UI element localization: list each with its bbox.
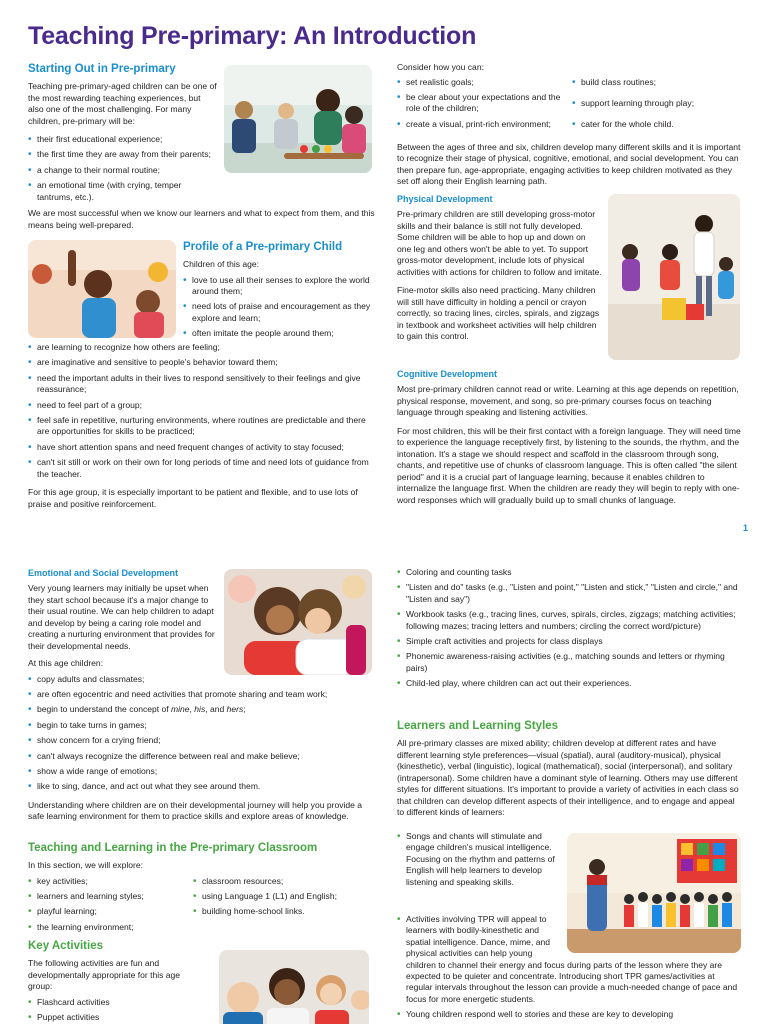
list-item: • like to sing, dance, and act out what they see around them. bbox=[28, 781, 373, 792]
physical-section bbox=[397, 192, 602, 350]
cognitive-p2: For most children, this will be their first contact with a foreign language. They will need time to experience the language receptively first, by listening to the sounds, the rhythm, and the intonation. It's a stage we should respect and scaffold in the classroom through song, chants, and repetitive use of chunks of classroom language. This is often called "the silent period" and it is a crucial part of language learning, because it enables children to internalize the language first. When the children are ready they will begin to reply with one-word responses which will gradually build up to small chunks of language. bbox=[397, 425, 741, 505]
list-item: • their first educational experience; bbox=[28, 134, 218, 145]
list-item: • cater for the whole child. bbox=[572, 119, 742, 130]
list-item: • can't sit still or work on their own for long periods of time and need lots of guidance from the teacher. bbox=[28, 457, 378, 480]
list-item: • copy adults and classmates; bbox=[28, 674, 373, 685]
activities-list bbox=[397, 567, 742, 690]
profile-section-continued bbox=[28, 342, 378, 517]
styles-bullets-wide bbox=[397, 914, 742, 1024]
smiling-children-image bbox=[219, 950, 369, 1024]
cognitive-p1: Most pre-primary children cannot read or write. Learning at this age depends on repetition, physical response, movement, and song, so pre-primary courses focus on teaching language through speaking and listening activities. bbox=[397, 384, 739, 417]
list-item: • need to feel part of a group; bbox=[28, 400, 378, 411]
classroom-photo bbox=[224, 65, 372, 173]
list-item: • Simple craft activities and projects for class displays bbox=[397, 636, 742, 647]
consider-list-left bbox=[397, 77, 572, 135]
physical-heading: Physical Development bbox=[397, 194, 493, 204]
list-item: • need the important adults in their lives to respond sensitively to their feelings and give reassurance; bbox=[28, 373, 378, 396]
emotional-p1: Very young learners may initially be upset when they start school because it's a major change to their usual routine. We can help children to adapt and develop by being a caring role model and creating a nurturing environment that provides for their developmental needs. bbox=[28, 583, 215, 651]
list-item: • key activities; bbox=[28, 876, 193, 887]
list-item: • using Language 1 (L1) and English; bbox=[193, 891, 373, 902]
emotional-intro: At this age children: bbox=[28, 658, 104, 668]
consider-intro: Consider how you can: bbox=[397, 62, 484, 72]
emotional-section-continued bbox=[28, 658, 373, 830]
list-item: • Coloring and counting tasks bbox=[397, 567, 742, 578]
list-item bbox=[397, 914, 742, 1005]
list-item: • be clear about your expectations and the role of the children; bbox=[397, 92, 572, 115]
styles-section bbox=[397, 719, 742, 826]
starting-closing: We are most successful when we know our learners and what to expect from them, and this means being well-prepared. bbox=[28, 208, 375, 230]
emotional-section bbox=[28, 566, 223, 659]
list-item: • learners and learning styles; bbox=[28, 891, 193, 902]
consider-list-right bbox=[572, 77, 742, 135]
styles-para: All pre-primary classes are mixed ability; children develop at different rates and have different learning style preferences—visual (spatial), aural (auditory-musical), physical (kinesthetic), verbal (linguistic), logical (mathematical), social (interpersonal), and solitary (intrapersonal). Some children have a dominant style of learning. Others may use different styles for different situations. It's important to provide a variety of activities in each class so that children can develop different aspects of their intelligence, and to engage and appeal to different kinds of learners: bbox=[397, 738, 739, 817]
consider-para: Between the ages of three and six, children develop many different skills and it is important to recognize their stage of physical, cognitive, emotional, and social development. You can then prepare fun, age-appropriate, engaging activities to keep children motivated as they set off along their English learning path. bbox=[397, 141, 741, 187]
list-item: • the first time they are away from their parents; bbox=[28, 149, 218, 160]
list-item: • "Listen and do" tasks (e.g., "Listen and point," "Listen and stick," "Listen and circle," and "Listen and say") bbox=[397, 582, 742, 605]
teaching-section bbox=[28, 841, 373, 944]
list-item: • support learning through play; bbox=[572, 98, 742, 109]
list-item: • Phonemic awareness-raising activities (e.g., matching sounds and letters or rhyming pairs) bbox=[397, 651, 742, 674]
list-item: • build class routines; bbox=[572, 77, 742, 88]
list-item: • playful learning; bbox=[28, 906, 193, 917]
profile-heading: Profile of a Pre-primary Child bbox=[183, 241, 343, 253]
list-item: • need lots of praise and encouragement as they explore and learn; bbox=[183, 301, 378, 324]
list-item: • show concern for a crying friend; bbox=[28, 735, 373, 746]
physical-p1: Pre-primary children are still developing gross-motor skills and their balance is still not fully developed. Some children will be able to hop up and down on one leg and others won't be able to yet. To support gross-motor development, include lots of physical activities with actions for children to follow and imitate. bbox=[397, 209, 602, 277]
list-item: • are imaginative and sensitive to people's behavior toward them; bbox=[28, 357, 378, 368]
key-heading: Key Activities bbox=[28, 940, 103, 952]
list-item: • are learning to recognize how others are feeling; bbox=[28, 342, 378, 353]
teaching-intro: In this section, we will explore: bbox=[28, 860, 143, 870]
list-item: • an emotional time (with crying, temper tantrums, etc.). bbox=[28, 180, 218, 203]
key-intro: The following activities are fun and developmentally appropriate for this age group: bbox=[28, 958, 181, 991]
list-item: • Child-led play, where children can act out their experiences. bbox=[397, 678, 742, 689]
list-item: • the learning environment; bbox=[28, 922, 193, 933]
list-item: • a change to their normal routine; bbox=[28, 165, 218, 176]
teaching-list-left bbox=[28, 876, 193, 938]
profile-section bbox=[183, 240, 378, 347]
cognitive-section bbox=[397, 367, 742, 513]
list-item: • are often egocentric and need activities that promote sharing and team work; bbox=[28, 689, 373, 700]
classroom-photo-image bbox=[224, 65, 372, 173]
profile-list-narrow bbox=[183, 275, 378, 340]
list-item: • building home-school links. bbox=[193, 906, 373, 917]
list-item: • begin to understand the concept of mine, his, and hers; bbox=[28, 704, 373, 715]
emotional-closing: Understanding where children are on their developmental journey will help you provide a safe learning environment for them to practice skills and explore areas of knowledge. bbox=[28, 799, 363, 822]
girl-raising-hand-photo bbox=[28, 240, 176, 338]
list-item: • love to use all their senses to explore the world around them; bbox=[183, 275, 378, 298]
styles-list-narrow bbox=[397, 831, 562, 888]
starting-heading: Starting Out in Pre-primary bbox=[28, 63, 176, 75]
children-playing-photo bbox=[608, 194, 740, 360]
list-item: • Workbook tasks (e.g., tracing lines, curves, spirals, circles, zigzags; matching activities; following mazes; tracing letters and numbers; circling the correct word/picture) bbox=[397, 609, 742, 632]
profile-closing: For this age group, it is especially important to be patient and flexible, and to use lots of praise and positive reinforcement. bbox=[28, 487, 358, 509]
page-number: 1 bbox=[742, 523, 748, 533]
list-item: • begin to take turns in games; bbox=[28, 720, 373, 731]
page-gap bbox=[0, 543, 768, 559]
physical-p2: Fine-motor skills also need practicing. Many children will still have difficulty in holding a pencil or crayon correctly, so tracing lines, circles, spirals, and zigzags in textbook and worksheet activities will help children to gain this control. bbox=[397, 285, 600, 341]
emotional-list bbox=[28, 674, 373, 793]
starting-list bbox=[28, 134, 218, 203]
profile-list-wide bbox=[28, 342, 378, 480]
list-item: • feel safe in repetitive, nurturing environments, where routines are predictable and there are opportunities for skills to be practiced; bbox=[28, 415, 378, 438]
emotional-heading: Emotional and Social Development bbox=[28, 568, 179, 578]
profile-intro: Children of this age: bbox=[183, 259, 260, 269]
consider-section bbox=[397, 62, 742, 195]
styles-heading: Learners and Learning Styles bbox=[397, 720, 559, 732]
girl-photo-image bbox=[28, 240, 176, 338]
page-title: Teaching Pre-primary: An Introduction bbox=[28, 22, 477, 50]
list-item: • have short attention spans and need frequent changes of activity to stay focused; bbox=[28, 442, 378, 453]
tpr-text: Activities involving TPR will appeal to learners with bodily-kinesthetic and spatial intelligence. Dance, mime, and physical activities can help young children to channel their energy and focus during parts of the lesson where they are expected to be quieter and concentrate. Introducing short TPR games/activities at regular intervals throughout the lesson can provide a much-needed change of pace and focus for more energetic students. bbox=[406, 914, 738, 1004]
cognitive-heading: Cognitive Development bbox=[397, 369, 498, 379]
list-item: • Puppet activities bbox=[28, 1012, 188, 1023]
list-item: • often imitate the people around them; bbox=[183, 328, 378, 339]
children-playing-image bbox=[608, 194, 740, 360]
key-list bbox=[28, 997, 188, 1024]
smiling-children-photo bbox=[219, 950, 369, 1024]
teaching-list-right bbox=[193, 876, 373, 938]
list-item: • Flashcard activities bbox=[28, 997, 188, 1008]
teaching-heading: Teaching and Learning in the Pre-primary Classroom bbox=[28, 842, 318, 854]
starting-intro: Teaching pre-primary-aged children can be one of the most rewarding teaching experiences, but also one of the most challenging. For many children, pre-primary will be: bbox=[28, 81, 217, 126]
page-2 bbox=[0, 559, 768, 1024]
starting-section bbox=[28, 62, 218, 210]
list-item: • create a visual, print-rich environment; bbox=[397, 119, 572, 130]
list-item: • Young children respond well to stories and these are key to developing bbox=[397, 1009, 742, 1020]
list-item: • set realistic goals; bbox=[397, 77, 572, 88]
styles-bullets-narrow bbox=[397, 831, 562, 895]
list-item: • Songs and chants will stimulate and engage children's musical intelligence. Focusing on the rhythm and patterns of English will help learners to develop listening and speaking skills. bbox=[397, 831, 562, 888]
styles-list-wide bbox=[397, 914, 742, 1021]
list-item: • classroom resources; bbox=[193, 876, 373, 887]
list-item: • can't always recognize the difference between real and make believe; bbox=[28, 751, 373, 762]
list-item: • show a wide range of emotions; bbox=[28, 766, 373, 777]
key-activities-section bbox=[28, 939, 188, 1024]
activities-section bbox=[397, 567, 742, 697]
